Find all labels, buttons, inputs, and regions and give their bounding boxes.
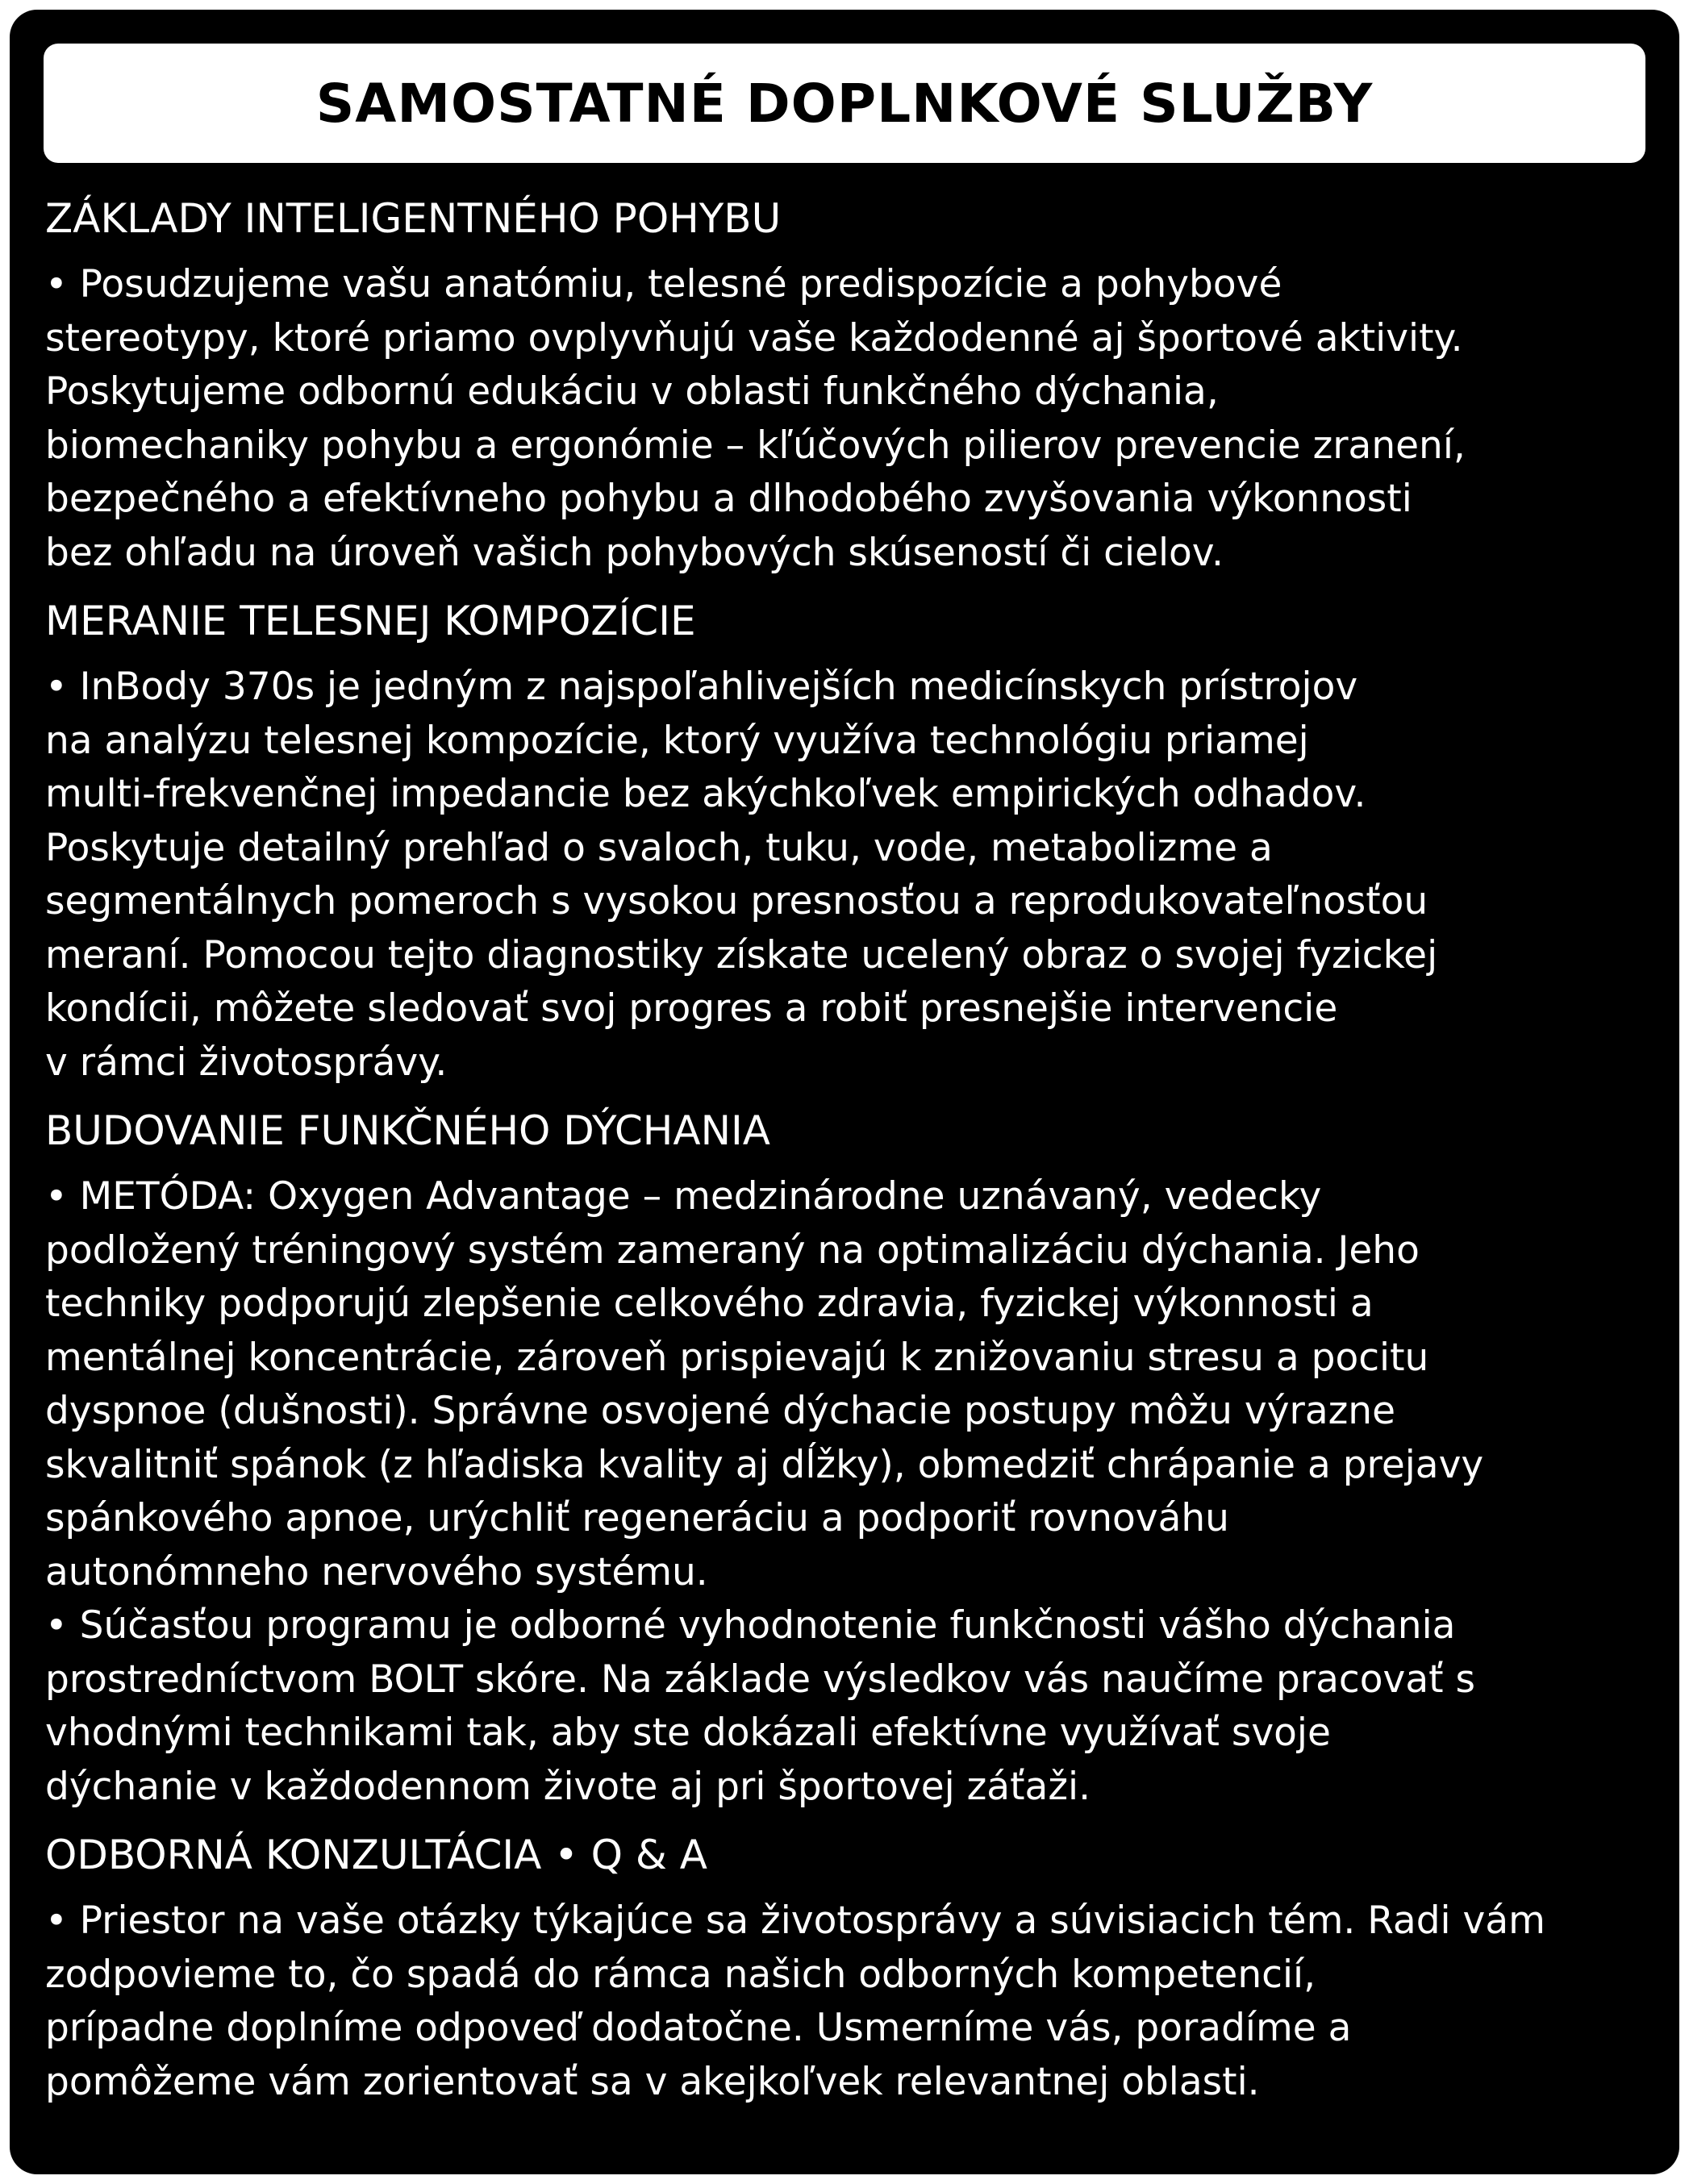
section-paragraph: • InBody 370s je jedným z najspoľahlivejších medicínskych prístrojov na analýzu telesnej kompozície, ktorý využíva technológiu priamej multi-frekvenčnej impedancie bez akýchkoľvek empirických odhadov. Poskytuje detailný prehľad o svaloch, tuku, vode, metabolizme a segmentálnych pomeroch s vysokou presnosťou a reprodukovateľnosťou meraní. Pomocou tejto diagnostiky získate ucelený obraz o svojej fyzickej kondícii, môžete sledovať svoj progres a robiť presnejšie intervencie v rámci životosprávy. [45,665,1438,1085]
section-paragraph: • Priestor na vaše otázky týkajúce sa životosprávy a súvisiacich tém. Radi vám zodpovieme to, čo spadá do rámca našich odborných kompetencií, prípadne doplníme odpoveď dodatočne. Usmerníme vás, poradíme a pomôžeme vám zorientovať sa v akejkoľvek relevantnej oblasti. [45,1898,1545,2104]
section-consultation [45,1828,1650,2109]
section-paragraph: • Posudzujeme vašu anatómiu, telesné predispozície a pohybové stereotypy, ktoré priamo ovplyvňujú vaše každodenné aj športové aktivity. Poskytujeme odbornú edukáciu v oblasti funkčného dýchania, biomechaniky pohybu a ergonómie – kľúčových pilierov prevencie zranení, bezpečného a efektívneho pohybu a dlhodobého zvyšovania výkonnosti bez ohľadu na úroveň vašich pohybových skúseností či cielov. [45,262,1466,575]
section-heading: BUDOVANIE FUNKČNÉHO DÝCHANIA [45,1107,770,1154]
section-functional-breathing [45,1104,1650,1814]
section-heading: ODBORNÁ KONZULTÁCIA • Q & A [45,1832,707,1878]
services-content [45,192,1650,2109]
services-card [10,10,1679,2174]
page-title: SAMOSTATNÉ DOPLNKOVÉ SLUŽBY [315,72,1374,135]
section-intelligent-movement [45,192,1650,580]
section-heading: MERANIE TELESNEJ KOMPOZÍCIE [45,598,696,644]
section-heading: ZÁKLADY INTELIGENTNÉHO POHYBU [45,195,782,242]
section-paragraph: • METÓDA: Oxygen Advantage – medzinárodne uznávaný, vedecky podložený tréningový systém zameraný na optimalizáciu dýchania. Jeho techniky podporujú zlepšenie celkového zdravia, fyzickej výkonnosti a mentálnej koncentrácie, zároveň prispievajú k znižovaniu stresu a pocitu dyspnoe (dušnosti). Správne osvojené dýchacie postupy môžu výrazne skvalitniť spánok (z hľadiska kvality aj dĺžky), obmedziť chrápanie a prejavy spánkového apnoe, urýchliť regeneráciu a podporiť rovnováhu autonómneho nervového systému. [45,1174,1484,1594]
section-paragraph: • Súčasťou programu je odborné vyhodnotenie funkčnosti vášho dýchania prostredníctvom BOLT skóre. Na základe výsledkov vás naučíme pracovať s vhodnými technikami tak, aby ste dokázali efektívne využívať svoje dýchanie v každodennom živote aj pri športovej záťaži. [45,1603,1475,1809]
section-body-composition [45,594,1650,1090]
title-banner [44,44,1645,163]
